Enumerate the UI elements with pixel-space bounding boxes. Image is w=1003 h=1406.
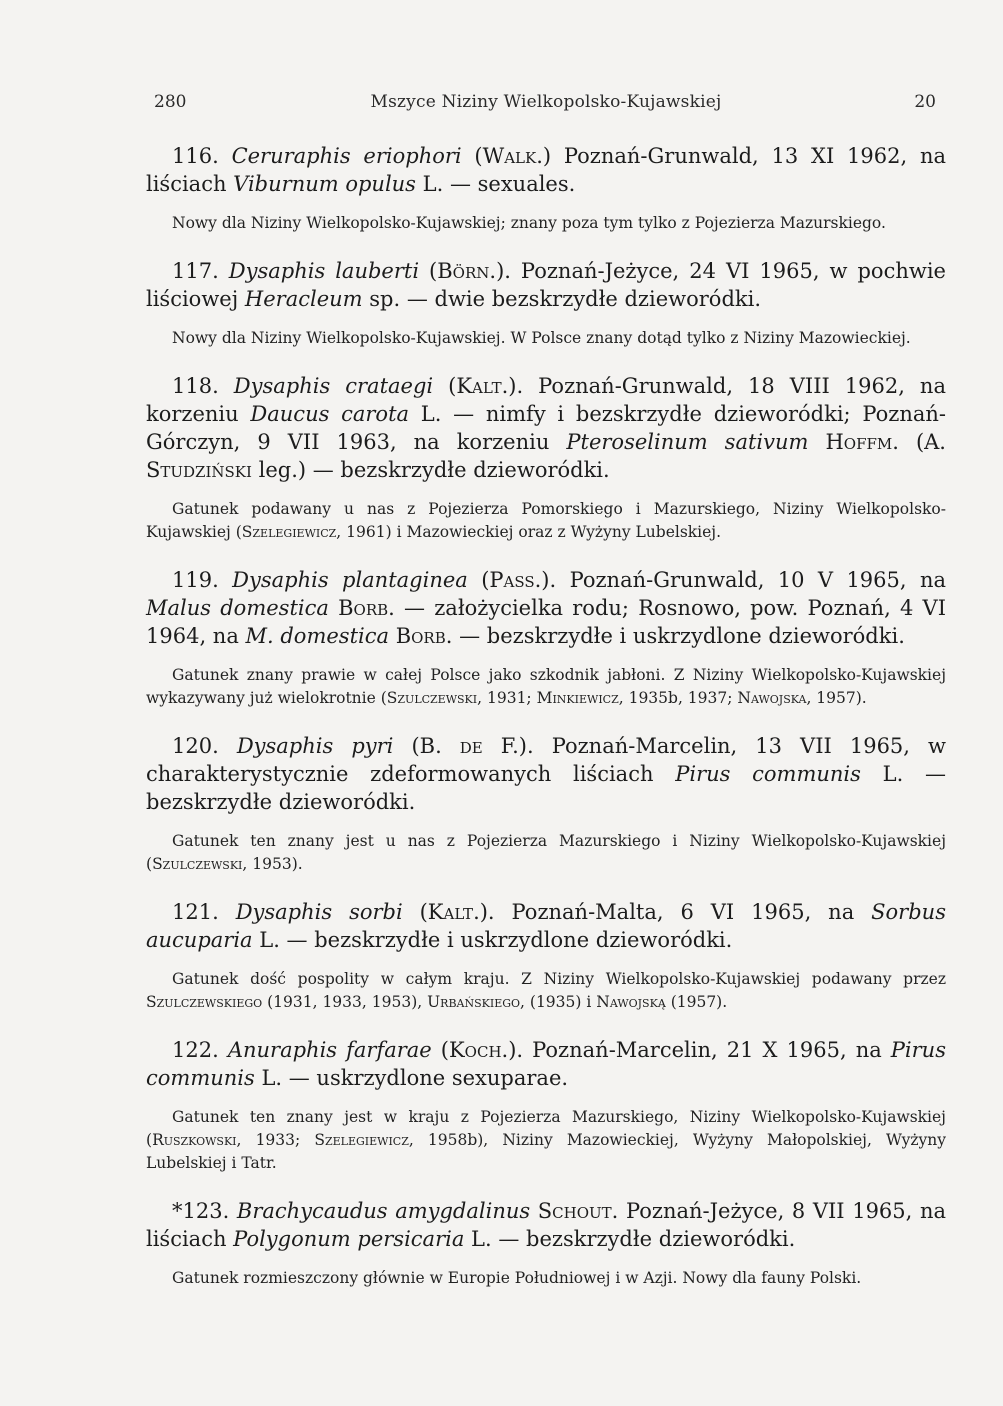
- entry-note: Nowy dla Niziny Wielkopolsko-Kujawskiej; znany poza tym tylko z Pojezierza Mazurskiego.: [172, 214, 886, 232]
- taxon-author: (Kalt.).: [448, 374, 524, 398]
- taxon-name: Dysaphis sorbi: [235, 900, 403, 924]
- note-text: , (1935) i: [520, 993, 597, 1011]
- species-entry-117: [146, 257, 946, 350]
- cited-author: Nawojską: [596, 993, 666, 1011]
- cited-author: Szelegiewicz: [241, 523, 337, 541]
- taxon-author: (Börn.).: [429, 259, 511, 283]
- collector-name: Studziński: [146, 458, 252, 482]
- taxon-name: Anuraphis farfarae: [227, 1038, 432, 1062]
- entry-record: Poznań-Jeżyce, 8 VII 1965, na liściach: [146, 1199, 946, 1251]
- entry-record-end: L. — bezskrzydłe dzieworódki.: [146, 762, 946, 814]
- entry-note: [146, 830, 946, 876]
- cited-author: Szulczewski: [152, 855, 243, 873]
- entry-record: Poznań-Marcelin, 21 X 1965, na: [523, 1038, 891, 1062]
- note-text: , 1935b, 1937;: [618, 689, 738, 707]
- host-plant: Pirus communis: [675, 762, 861, 786]
- note-text: (1931, 1933, 1953),: [262, 993, 428, 1011]
- species-list: [146, 142, 946, 1290]
- host-plant: Heracleum: [244, 287, 363, 311]
- entry-number: 122.: [172, 1038, 219, 1062]
- cited-author: Szulczewskiego: [146, 993, 263, 1011]
- entry-record-end: L. — sexuales.: [415, 172, 576, 196]
- species-entry-122: [146, 1036, 946, 1175]
- document-page: [146, 92, 946, 1312]
- page-number: 280: [154, 92, 187, 112]
- entry-number: 119.: [172, 568, 219, 592]
- host-plant: Pteroselinum sativum: [566, 430, 809, 454]
- note-text: Gatunek dość pospolity w całym kraju. Z Niziny Wielkopolsko-Kujawskiej podawany przez: [172, 970, 946, 988]
- note-text: , 1953).: [242, 855, 303, 873]
- taxon-author: (B. de F.).: [411, 734, 534, 758]
- host-plant: Pirus communis: [146, 1038, 946, 1090]
- species-entry-123: [146, 1197, 946, 1290]
- species-entry-116: [146, 142, 946, 235]
- entry-record-end: leg.) — bezskrzydłe dzieworódki.: [251, 458, 610, 482]
- entry-text: [146, 732, 946, 816]
- entry-text: [146, 257, 946, 313]
- entry-record-end: L. — uskrzydlone sexuparae.: [254, 1066, 569, 1090]
- host-plant: Sorbus aucuparia: [146, 900, 946, 952]
- entry-note: [146, 664, 946, 710]
- entry-text: [146, 372, 946, 484]
- species-entry-120: [146, 732, 946, 876]
- note-text: , 1958b), Niziny Mazowieckiej, Wyżyny Małopolskiej, Wyżyny Lubelskiej i Tatr.: [146, 1131, 946, 1172]
- entry-note: Gatunek rozmieszczony głównie w Europie Południowej i w Azji. Nowy dla fauny Polski.: [172, 1269, 862, 1287]
- entry-text: [146, 1036, 946, 1092]
- species-entry-118: [146, 372, 946, 544]
- entry-number: 121.: [172, 900, 219, 924]
- taxon-name: Ceruraphis eriophori: [231, 144, 462, 168]
- entry-record: Poznań-Grunwald, 10 V 1965, na: [556, 568, 946, 592]
- entry-number: 117.: [172, 259, 219, 283]
- entry-note: [146, 498, 946, 544]
- running-title: Mszyce Niziny Wielkopolsko-Kujawskiej: [370, 92, 722, 112]
- entry-record: Poznań-Grunwald, 18 VIII 1962, na korzeniu: [146, 374, 946, 426]
- cited-author: Nawojska: [737, 689, 807, 707]
- entry-note: [146, 968, 946, 1014]
- entry-record: — założycielka rodu; Rosnowo, pow. Poznań, 4 VI 1964, na: [146, 596, 946, 648]
- plant-author: Hoffm.: [825, 430, 899, 454]
- cited-author: Szulczewski: [386, 689, 478, 707]
- taxon-name: Brachycaudus amygdalinus: [236, 1199, 531, 1223]
- entry-note: Nowy dla Niziny Wielkopolsko-Kujawskiej. W Polsce znany dotąd tylko z Niziny Mazowieckiej.: [172, 329, 911, 347]
- taxon-author: (Walk.): [474, 144, 552, 168]
- note-text: , 1931;: [477, 689, 537, 707]
- entry-number: *123.: [172, 1199, 230, 1223]
- entry-record: L. — nimfy i bezskrzydłe dzieworódki; Poznań-Górczyn, 9 VII 1963, na korzeniu: [146, 402, 947, 454]
- cited-author: Minkiewicz: [536, 689, 619, 707]
- plant-author: Borb.: [338, 596, 395, 620]
- note-text: Gatunek ten znany jest w kraju z Pojezierza Mazurskiego, Niziny Wielkopolsko-Kujawskiej (: [146, 1108, 946, 1149]
- note-text: , 1961) i Mazowieckiej oraz z Wyżyny Lubelskiej.: [336, 523, 722, 541]
- entry-record: Poznań-Jeżyce, 24 VI 1965, w pochwie liściowej: [146, 259, 946, 311]
- entry-text: [146, 566, 946, 650]
- taxon-author: (Pass.).: [481, 568, 557, 592]
- taxon-author: (Koch.).: [440, 1038, 524, 1062]
- taxon-name: Dysaphis plantaginea: [232, 568, 468, 592]
- entry-text: [146, 142, 946, 198]
- entry-record: Poznań-Malta, 6 VI 1965, na: [494, 900, 872, 924]
- taxon-name: Dysaphis crataegi: [233, 374, 434, 398]
- entry-record: Poznań-Grunwald, 13 XI 1962, na liściach: [146, 144, 946, 196]
- note-text: , 1933;: [236, 1131, 315, 1149]
- host-plant: Daucus carota: [250, 402, 410, 426]
- host-plant: M. domestica: [245, 624, 390, 648]
- page-header: [146, 92, 946, 120]
- entry-record-end: sp. — dwie bezskrzydłe dzieworódki.: [362, 287, 762, 311]
- plant-author: Borb.: [395, 624, 453, 648]
- cited-author: Urbańskiego: [427, 993, 521, 1011]
- host-plant: Malus domestica: [146, 596, 329, 620]
- taxon-author: (Kalt.).: [419, 900, 495, 924]
- species-entry-121: [146, 898, 946, 1014]
- entry-number: 118.: [172, 374, 219, 398]
- species-entry-119: [146, 566, 946, 710]
- note-text: Gatunek podawany u nas z Pojezierza Pomorskiego i Mazurskiego, Niziny Wielkopolsko-Kujawskiej (: [146, 500, 946, 541]
- cited-author: Szelegiewicz: [314, 1131, 409, 1149]
- taxon-author: Schout.: [537, 1199, 619, 1223]
- entry-note: [146, 1106, 946, 1175]
- entry-record: (A.: [898, 430, 946, 454]
- spacer-text: [389, 624, 396, 648]
- taxon-name: Dysaphis lauberti: [228, 259, 420, 283]
- entry-text: [146, 1197, 946, 1253]
- entry-text: [146, 898, 946, 954]
- host-plant: Viburnum opulus: [233, 172, 416, 196]
- note-text: (1957).: [665, 993, 728, 1011]
- host-plant: Polygonum persicaria: [233, 1227, 465, 1251]
- spacer-text: [329, 596, 338, 620]
- entry-record-end: L. — bezskrzydłe dzieworódki.: [464, 1227, 796, 1251]
- entry-record-end: — bezskrzydłe i uskrzydlone dzieworódki.: [452, 624, 905, 648]
- entry-record: Poznań-Marcelin, 13 VII 1965, w charakterystycznie zdeformowanych liściach: [146, 734, 946, 786]
- taxon-name: Dysaphis pyri: [236, 734, 394, 758]
- cited-author: Ruszkowski: [152, 1131, 237, 1149]
- note-text: Gatunek ten znany jest u nas z Pojezierza Mazurskiego i Niziny Wielkopolsko-Kujawskiej (: [146, 832, 946, 873]
- entry-record-end: L. — bezskrzydłe i uskrzydlone dzieworódki.: [252, 928, 733, 952]
- note-text: , 1957).: [806, 689, 867, 707]
- note-text: Gatunek znany prawie w całej Polsce jako szkodnik jabłoni. Z Niziny Wielkopolsko-Kujawskiej wykazywany już wielokrotnie (: [146, 666, 946, 707]
- spacer-text: [808, 430, 825, 454]
- issue-number: 20: [914, 92, 936, 112]
- entry-number: 116.: [172, 144, 219, 168]
- entry-number: 120.: [172, 734, 219, 758]
